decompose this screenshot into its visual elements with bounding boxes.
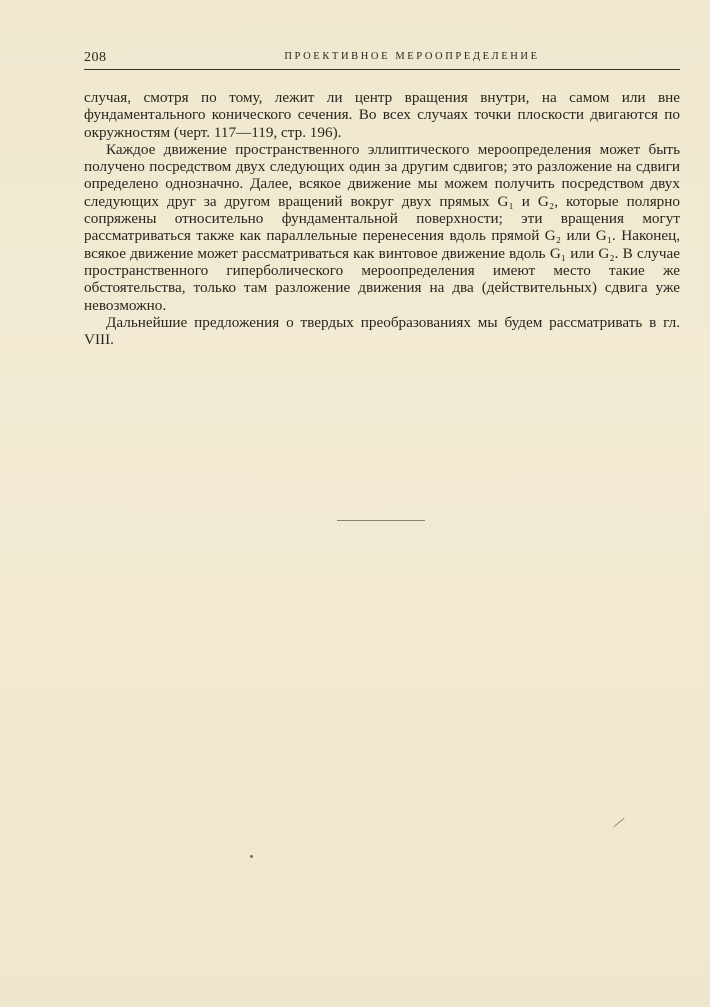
pencil-mark [613,818,624,828]
paragraph-motion-decomposition: Каждое движение пространственного эллиптического мероопределения может быть получено посредством двух следующих один за другим сдвигов; это разложение на сдвиги определено однозначно. Далее, всякое движение мы можем получить посредством двух следующих друг за другом вращений вокруг двух прямых G₁ и G₂, которые полярно сопряжены относительно фундаментальной поверхности; эти вращения могут рассматриваться также как параллельные перенесения вдоль прямой G₂ или G₁. Наконец, всякое движение может рассматриваться как винтовое движение вдоль G₁ или G₂. В случае пространственного гиперболического мероопределения имеют место такие же обстоятельства, только там разложение движения на два (действительных) сдвига уже невозможно. [84,140,680,314]
header-rule [84,69,680,70]
running-title: ПРОЕКТИВНОЕ МЕРООПРЕДЕЛЕНИЕ [284,51,540,62]
paragraph-further-propositions: Дальнейшие предложения о твердых преобразованиях мы будем рассматривать в гл. VIII. [84,313,680,349]
paragraph-continuation: случая, смотря по тому, лежит ли центр вращения внутри, на самом или вне фундаментального конического сечения. Во всех случаях точки плоскости двигаются по окружностям (черт. 117—119, стр. 196). [84,89,680,141]
section-end-rule [337,520,425,521]
body-text [84,89,680,348]
page-number: 208 [84,50,107,65]
running-head [84,50,680,70]
ink-speck [250,855,253,858]
